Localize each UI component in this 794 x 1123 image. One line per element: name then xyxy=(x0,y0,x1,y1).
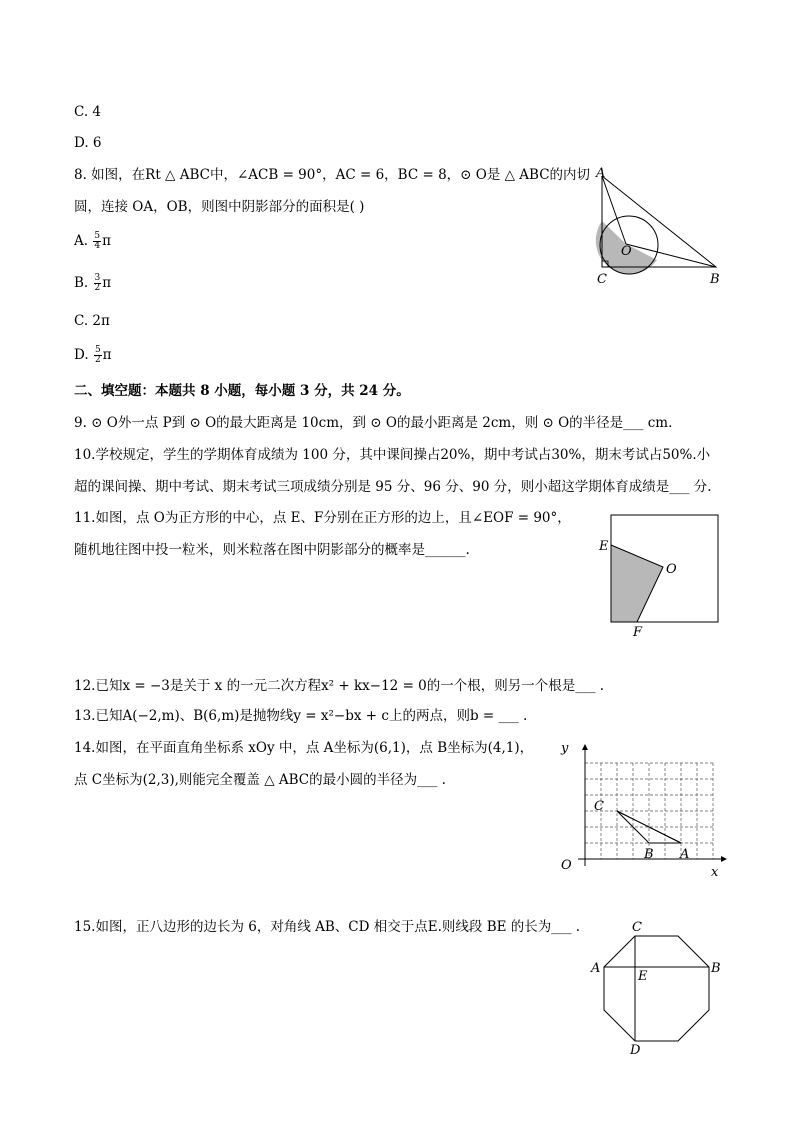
q14-label-x: x xyxy=(711,865,719,880)
q8-label-a: A xyxy=(596,166,606,181)
q12-stem: 12.已知x = −3是关于 x 的一元二次方程x² + kx−12 = 0的一个根，则另一个根是___ . xyxy=(74,678,605,694)
q8-stem-line2: 圆，连接 OA，OB，则图中阴影部分的面积是( ) xyxy=(74,199,365,215)
q15-stem: 15.如图，正八边形的边长为 6，对角线 AB、CD 相交于点E.则线段 BE 的长为___ . xyxy=(74,919,581,935)
q14-label-o: O xyxy=(561,858,572,873)
q8-label-c: C xyxy=(597,272,607,287)
q8-option-c: C. 2π xyxy=(74,313,110,329)
q8-stem-line1: 8. 如图，在Rt △ ABC中，∠ACB = 90°，AC = 6，BC = 8，⊙ O是 △ ABC的内切 xyxy=(74,167,591,183)
q11-label-o: O xyxy=(666,562,677,577)
q15-label-e: E xyxy=(638,969,648,984)
q14-label-b: B xyxy=(644,847,654,862)
q11-stem-line1: 11.如图，点 O为正方形的中心，点 E、F分别在正方形的边上，且∠EOF = 90°， xyxy=(74,510,571,526)
q11-stem-line2: 随机地往图中投一粒米，则米粒落在图中阴影部分的概率是______. xyxy=(74,542,470,558)
q15-octagon xyxy=(604,936,709,1041)
q7-option-c: C. 4 xyxy=(74,104,102,120)
q8-label-b: B xyxy=(710,272,720,287)
section-2-heading: 二、填空题：本题共 8 小题，每小题 3 分，共 24 分。 xyxy=(74,383,410,399)
q15-label-d: D xyxy=(630,1043,641,1058)
q15-label-c: C xyxy=(632,920,642,935)
q9-stem: 9. ⊙ O外一点 P到 ⊙ O的最大距离是 10cm，到 ⊙ O的最小距离是 2cm，则 ⊙ O的半径是___ cm. xyxy=(74,415,673,431)
q11-square-figure xyxy=(595,510,725,640)
q14-x-axis-arrow xyxy=(721,856,727,862)
q14-label-y: y xyxy=(561,741,569,756)
q15-octagon-figure xyxy=(590,918,730,1058)
q11-label-e: E xyxy=(599,539,609,554)
q14-stem-line2: 点 C坐标为(2,3),则能完全覆盖 △ ABC的最小圆的半径为___ . xyxy=(74,772,446,788)
q11-label-f: F xyxy=(633,625,643,640)
q10-stem-line1: 10.学校规定，学生的学期体育成绩为 100 分，其中课间操占20%，期中考试占30%，期末考试占50%.小 xyxy=(74,447,711,463)
q14-coordinate-figure xyxy=(558,738,733,878)
q8-option-d: D. $\frac{5}{2}$ π xyxy=(74,345,112,365)
q15-label-a: A xyxy=(591,961,601,976)
q14-label-c: C xyxy=(594,799,604,814)
q15-label-b: B xyxy=(711,961,721,976)
q8-option-b: B. $\frac{3}{2}$ π xyxy=(74,273,112,293)
q11-shaded-region xyxy=(611,545,663,622)
q13-stem: 13.已知A(−2,m)、B(6,m)是抛物线y = x²−bx + c上的两点，则b = ___ . xyxy=(74,708,528,724)
q10-stem-line2: 超的课间操、期中考试、期末考试三项成绩分别是 95 分、96 分、90 分，则小超这学期体育成绩是___ 分. xyxy=(74,479,712,495)
q14-stem-line1: 14.如图，在平面直角坐标系 xOy 中，点 A坐标为(6,1)，点 B坐标为(4,1)， xyxy=(74,740,534,756)
q14-grid xyxy=(585,763,713,859)
q7-option-d: D. 6 xyxy=(74,135,102,151)
q8-option-a: A. $\frac{5}{4}$ π xyxy=(74,231,111,251)
q14-label-a: A xyxy=(680,847,690,862)
q8-label-o: O xyxy=(621,244,632,259)
q14-y-axis-arrow xyxy=(582,744,588,750)
q8-triangle-figure xyxy=(590,165,730,290)
